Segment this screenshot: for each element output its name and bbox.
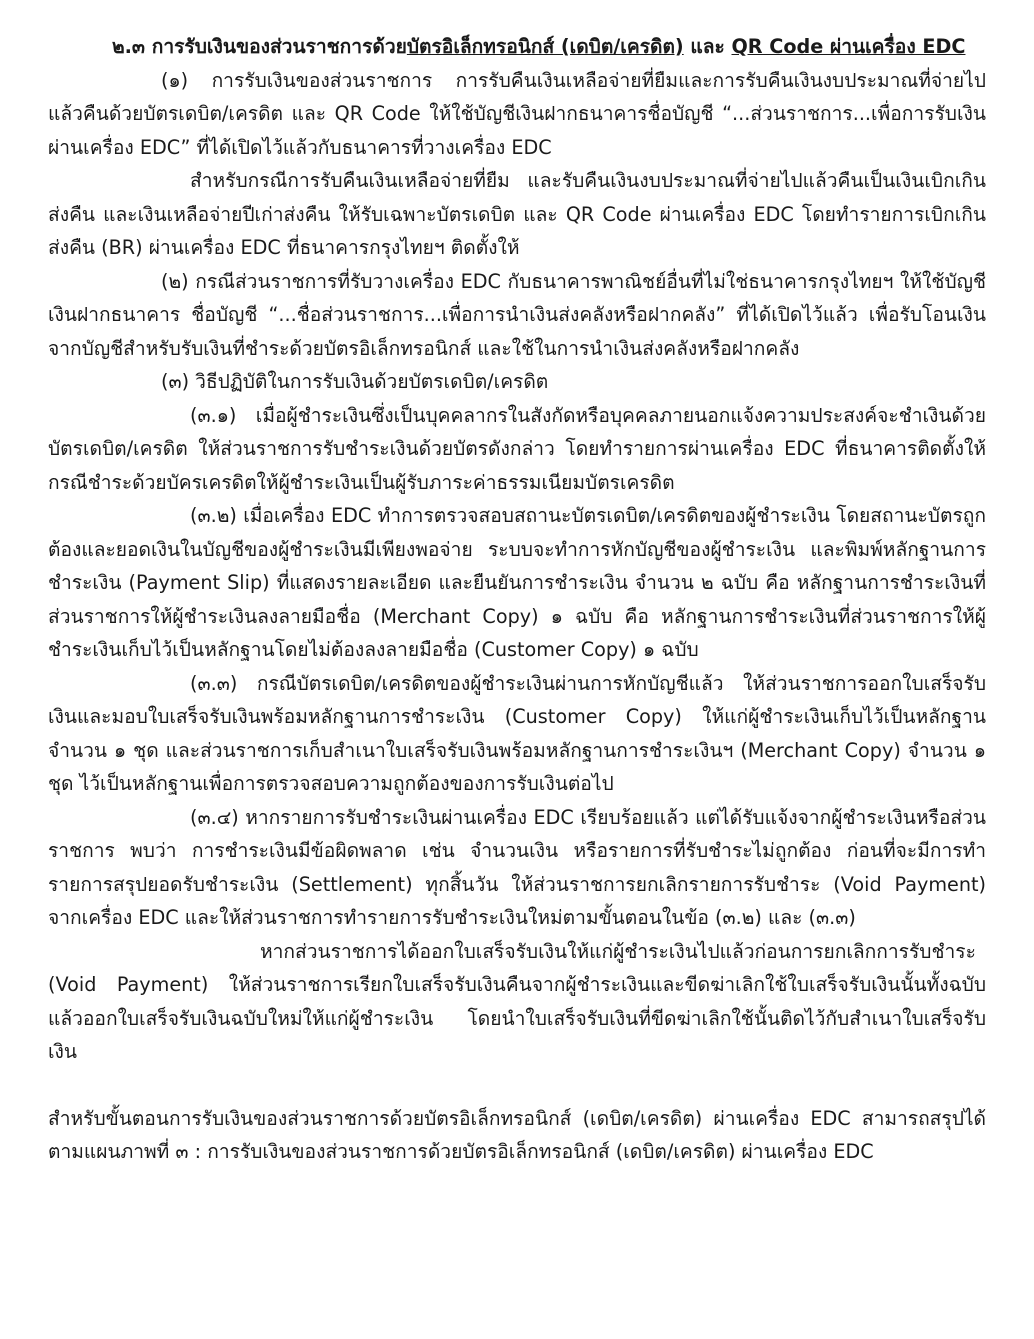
paragraph-spacer — [48, 1069, 986, 1102]
paragraph-3-2: (๓.๒) เมื่อเครื่อง EDC ทำการตรวจสอบสถานะบัตรเดบิต/เครดิตของผู้ชำระเงิน โดยสถานะบัตรถูกต้องและยอดเงินในบัญชีของผู้ชำระเงินมีเพียงพอจ่าย ระบบจะทำการหักบัญชีของผู้ชำระเงิน และพิมพ์หลักฐานการชำระเงิน (Payment Slip) ที่แสดงรายละเอียด และยืนยันการชำระเงิน จำนวน ๒ ฉบับ คือ หลักฐานการชำระเงินที่ส่วนราชการให้ผู้ชำระเงินลงลายมือชื่อ (Merchant Copy) ๑ ฉบับ คือ หลักฐานการชำระเงินที่ส่วนราชการให้ผู้ชำระเงินเก็บไว้เป็นหลักฐานโดยไม่ต้องลงลายมือชื่อ (Customer Copy) ๑ ฉบับ — [48, 504, 986, 661]
summary-paragraph: สำหรับขั้นตอนการรับเงินของส่วนราชการด้วยบัตรอิเล็กทรอนิกส์ (เดบิต/เครดิต) ผ่านเครื่อง EDC สามารถสรุปได้ตามแผนภาพที่ ๓ : การรับเงินของส่วนราชการด้วยบัตรอิเล็กทรอนิกส์ (เดบิต/เครดิต) ผ่านเครื่อง EDC — [48, 1106, 986, 1163]
paragraph-1-note: สำหรับกรณีการรับคืนเงินเหลือจ่ายที่ยืม และรับคืนเงินงบประมาณที่จ่ายไปแล้วคืนเป็นเงินเบิกเกินส่งคืน และเงินเหลือจ่ายปีเก่าส่งคืน ให้รับเฉพาะบัตรเดบิต และ QR Code ผ่านเครื่อง EDC โดยทำรายการเบิกเกินส่งคืน (BR) ผ่านเครื่อง EDC ที่ธนาคารกรุงไทยฯ ติดตั้งให้ — [48, 169, 986, 259]
heading-underlined-card: บัตรอิเล็กทรอนิกส์ (เดบิต/เครดิต) — [406, 35, 684, 58]
paragraph-3-3: (๓.๓) กรณีบัตรเดบิต/เครดิตของผู้ชำระเงินผ่านการหักบัญชีแล้ว ให้ส่วนราชการออกใบเสร็จรับเงินและมอบใบเสร็จรับเงินพร้อมหลักฐานการชำระเงิน (Customer Copy) ให้แก่ผู้ชำระเงินเก็บไว้เป็นหลักฐานจำนวน ๑ ชุด และส่วนราชการเก็บสำเนาใบเสร็จรับเงินพร้อมหลักฐานการชำระเงินฯ (Merchant Copy) จำนวน ๑ ชุด ไว้เป็นหลักฐานเพื่อการตรวจสอบความถูกต้องของการรับเงินต่อไป — [48, 671, 986, 795]
heading-prefix: ๒.๓ การรับเงินของส่วนราชการด้วย — [112, 35, 407, 58]
section-heading — [48, 30, 986, 64]
heading-underlined-qr: QR Code ผ่านเครื่อง EDC — [731, 35, 966, 58]
paragraph-3-4-note: หากส่วนราชการได้ออกใบเสร็จรับเงินให้แก่ผู้ชำระเงินไปแล้วก่อนการยกเลิกการรับชำระ (Void Payment) ให้ส่วนราชการเรียกใบเสร็จรับเงินคืนจากผู้ชำระเงินและขีดฆ่าเลิกใช้ใบเสร็จรับเงินนั้นทั้งฉบับ แล้วออกใบเสร็จรับเงินฉบับใหม่ให้แก่ผู้ชำระเงิน โดยนำใบเสร็จรับเงินที่ขีดฆ่าเลิกใช้นั้นติดไว้กับสำเนาใบเสร็จรับเงิน — [48, 939, 986, 1063]
heading-middle: และ — [683, 35, 732, 58]
paragraph-3-4: (๓.๔) หากรายการรับชำระเงินผ่านเครื่อง EDC เรียบร้อยแล้ว แต่ได้รับแจ้งจากผู้ชำระเงินหรือส่วนราชการ พบว่า การชำระเงินมีข้อผิดพลาด เช่น จำนวนเงิน หรือรายการที่รับชำระไม่ถูกต้อง ก่อนที่จะมีการทำรายการสรุปยอดรับชำระเงิน (Settlement) ทุกสิ้นวัน ให้ส่วนราชการยกเลิกรายการรับชำระ (Void Payment) จากเครื่อง EDC และให้ส่วนราชการทำรายการรับชำระเงินใหม่ตามขั้นตอนในข้อ (๓.๒) และ (๓.๓) — [48, 805, 986, 929]
paragraph-3-1: (๓.๑) เมื่อผู้ชำระเงินซึ่งเป็นบุคคลากรในสังกัดหรือบุคคลภายนอกแจ้งความประสงค์จะชำเงินด้วยบัตรเดบิต/เครดิต ให้ส่วนราชการรับชำระเงินด้วยบัตรดังกล่าว โดยทำรายการผ่านเครื่อง EDC ที่ธนาคารติดตั้งให้ กรณีชำระด้วยบัครเครดิตให้ผู้ชำระเงินเป็นผู้รับภาระค่าธรรมเนียมบัตรเครดิต — [48, 403, 986, 494]
document-body — [48, 30, 986, 1169]
paragraph-1: (๑) การรับเงินของส่วนราชการ การรับคืนเงินเหลือจ่ายที่ยืมและการรับคืนเงินงบประมาณที่จ่ายไปแล้วคืนด้วยบัตรเดบิต/เครดิต และ QR Code ให้ใช้บัญชีเงินฝากธนาคารชื่อบัญชี “...ส่วนราชการ...เพื่อการรับเงินผ่านเครื่อง EDC” ที่ได้เปิดไว้แล้วกับธนาคารที่วางเครื่อง EDC — [48, 68, 986, 159]
paragraph-2: (๒) กรณีส่วนราชการที่รับวางเครื่อง EDC กับธนาคารพาณิชย์อื่นที่ไม่ใช่ธนาคารกรุงไทยฯ ให้ใช้บัญชีเงินฝากธนาคาร ชื่อบัญชี “...ชื่อส่วนราชการ...เพื่อการนำเงินส่งคลังหรือฝากคลัง” ที่ได้เปิดไว้แล้ว เพื่อรับโอนเงินจากบัญชีสำหรับรับเงินที่ชำระด้วยบัตรอิเล็กทรอนิกส์ และใช้ในการนำเงินส่งคลังหรือฝากคลัง — [48, 269, 986, 360]
paragraph-3: (๓) วิธีปฏิบัติในการรับเงินด้วยบัตรเดบิต/เครดิต — [161, 370, 549, 393]
